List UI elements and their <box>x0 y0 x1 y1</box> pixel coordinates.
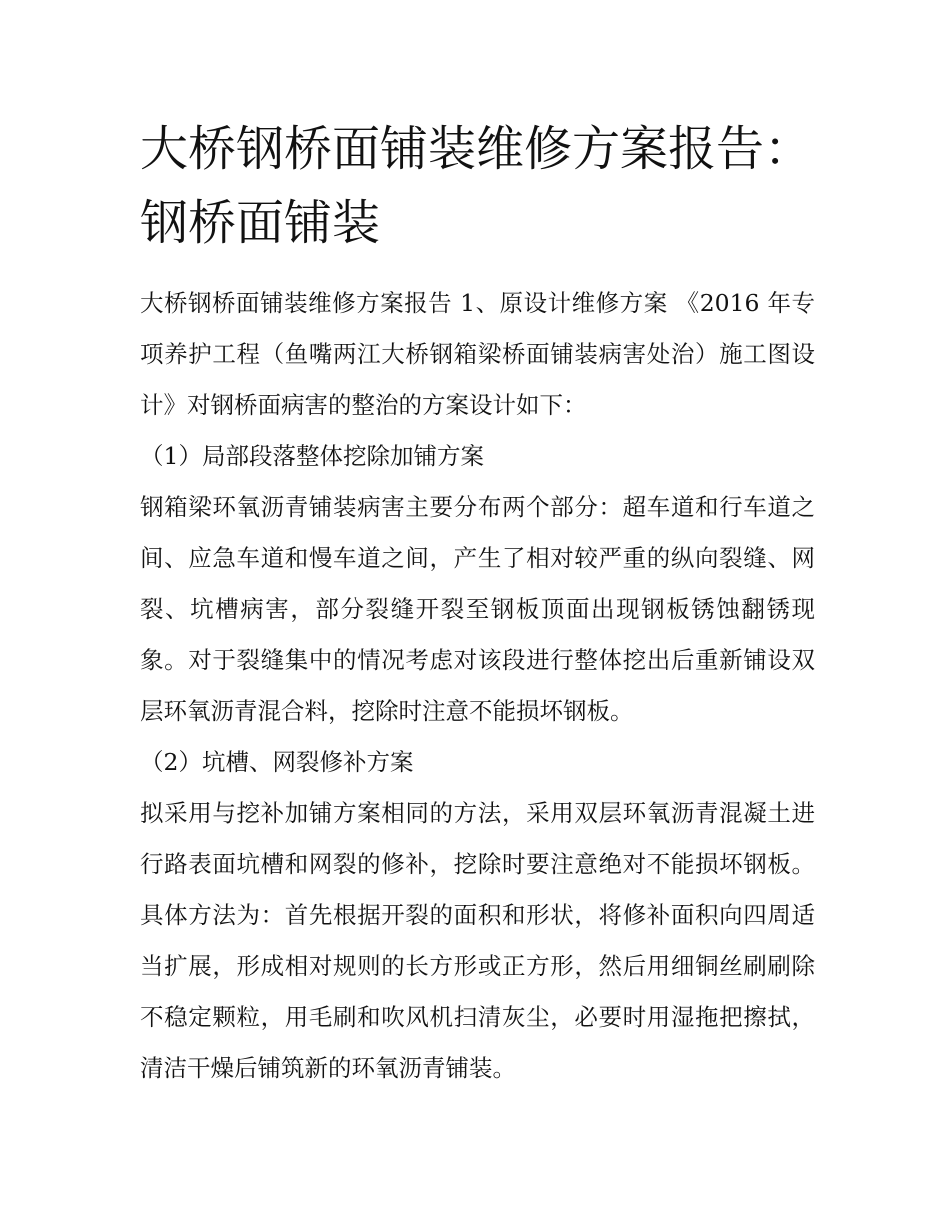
section-1-heading: （1）局部段落整体挖除加铺方案 <box>140 442 484 470</box>
document-title: 大桥钢桥面铺装维修方案报告：钢桥面铺装 <box>140 121 813 251</box>
section-2-heading: （2）坑槽、网裂修补方案 <box>140 748 414 776</box>
section-1-body: 钢箱梁环氧沥青铺装病害主要分布两个部分：超车道和行车道之间、应急车道和慢车道之间，产生了相对较严重的纵向裂缝、网裂、坑槽病害，部分裂缝开裂至钢板顶面出现钢板锈蚀翻锈现象。对于裂缝集中的情况考虑对该段进行整体挖出后重新铺设双层环氧沥青混合料，挖除时注意不能损坏钢板。 <box>140 493 815 725</box>
section-2-body: 拟采用与挖补加铺方案相同的方法，采用双层环氧沥青混凝土进行路表面坑槽和网裂的修补，挖除时要注意绝对不能损坏钢板。具体方法为：首先根据开裂的面积和形状，将修补面积向四周适当扩展，形成相对规则的长方形或正方形，然后用细铜丝刷刷除不稳定颗粒，用毛刷和吹风机扫清灰尘，必要时用湿拖把擦拭，清洁干燥后铺筑新的环氧沥青铺装。 <box>140 799 815 1082</box>
intro-paragraph: 大桥钢桥面铺装维修方案报告 1、原设计维修方案 《2016 年专项养护工程（鱼嘴两江大桥钢箱梁桥面铺装病害处治）施工图设计》对钢桥面病害的整治的方案设计如下： <box>140 289 815 419</box>
document-page <box>140 112 815 1094</box>
